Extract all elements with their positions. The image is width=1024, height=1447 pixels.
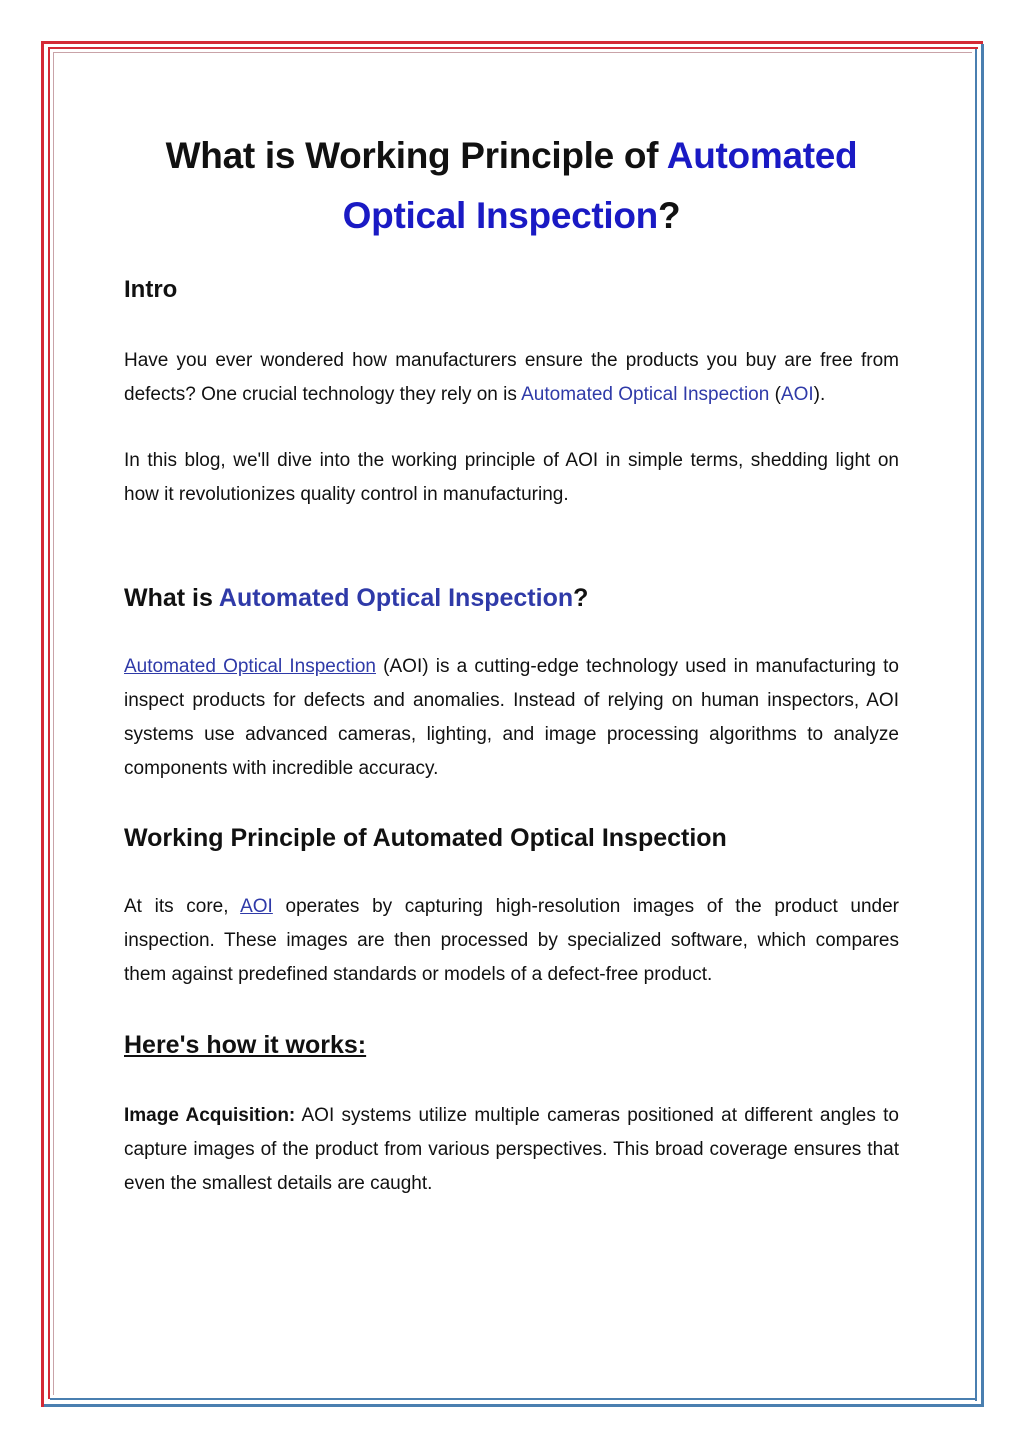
- what-is-heading-suffix: ?: [573, 584, 589, 612]
- what-is-heading-highlight: Automated Optical Inspection: [218, 584, 574, 612]
- frame-border-left-inner: [48, 47, 50, 1399]
- intro-heading: Intro: [124, 276, 178, 303]
- title-highlight-automated: Automated: [666, 135, 858, 176]
- document-body: [124, 126, 899, 1201]
- page-title: [124, 126, 899, 246]
- intro-p1-paren-close: ).: [813, 384, 826, 405]
- aoi-link-what-is[interactable]: Automated Optical Inspection: [124, 656, 376, 677]
- what-is-paragraph: [124, 650, 899, 786]
- aoi-abbr-link-intro[interactable]: AOI: [780, 384, 814, 405]
- frame-border-right: [981, 44, 984, 1407]
- working-text-2: operates by capturing high-resolution images of the product under inspection. These images are then processed by specialized software, which compares them against predefined standards or models of a defect-free product.: [124, 896, 899, 985]
- image-acquisition-paragraph: [124, 1099, 899, 1201]
- aoi-link-intro[interactable]: Automated Optical Inspection: [521, 384, 770, 405]
- frame-hairline-top: [53, 52, 972, 53]
- working-text-1: At its core,: [124, 896, 241, 917]
- intro-paragraph-2: In this blog, we'll dive into the working principle of AOI in simple terms, shedding light on how it revolutionizes quality control in manufacturing.: [124, 450, 899, 505]
- frame-border-bottom-inner: [50, 1398, 977, 1400]
- what-is-text: (AOI) is a cutting-edge technology used in manufacturing to inspect products for defects and anomalies. Instead of relying on human inspectors, AOI systems use advanced cameras, lighting, and image processing algorithms to analyze components with incredible accuracy.: [124, 656, 899, 779]
- frame-border-top: [41, 41, 983, 44]
- frame-hairline-left: [53, 52, 54, 1395]
- intro-p1-paren-open: (: [769, 384, 781, 405]
- image-acquisition-label: Image Acquisition:: [124, 1105, 296, 1126]
- title-highlight-optical-inspection: Optical Inspection: [342, 195, 658, 236]
- working-principle-heading: Working Principle of Automated Optical Inspection: [124, 824, 727, 852]
- frame-border-left: [41, 41, 44, 1407]
- working-principle-paragraph: [124, 890, 899, 992]
- what-is-heading-prefix: What is: [124, 584, 219, 612]
- intro-p1-text: Have you ever wondered how manufacturers ensure the products you buy are free from defects? One crucial technology they rely on is: [124, 350, 899, 405]
- frame-border-right-inner: [975, 49, 977, 1401]
- frame-border-bottom: [44, 1404, 984, 1407]
- image-acquisition-text: AOI systems utilize multiple cameras positioned at different angles to capture images of the product from various perspectives. This broad coverage ensures that even the smallest details are caught.: [124, 1105, 899, 1194]
- title-text: What is Working Principle of: [165, 135, 667, 176]
- frame-border-top-inner: [48, 47, 978, 49]
- how-it-works-heading: Here's how it works:: [124, 1031, 367, 1059]
- what-is-heading: [124, 582, 899, 614]
- title-question-mark: ?: [658, 195, 681, 236]
- aoi-link-working[interactable]: AOI: [240, 896, 273, 917]
- intro-paragraph-1: [124, 344, 899, 412]
